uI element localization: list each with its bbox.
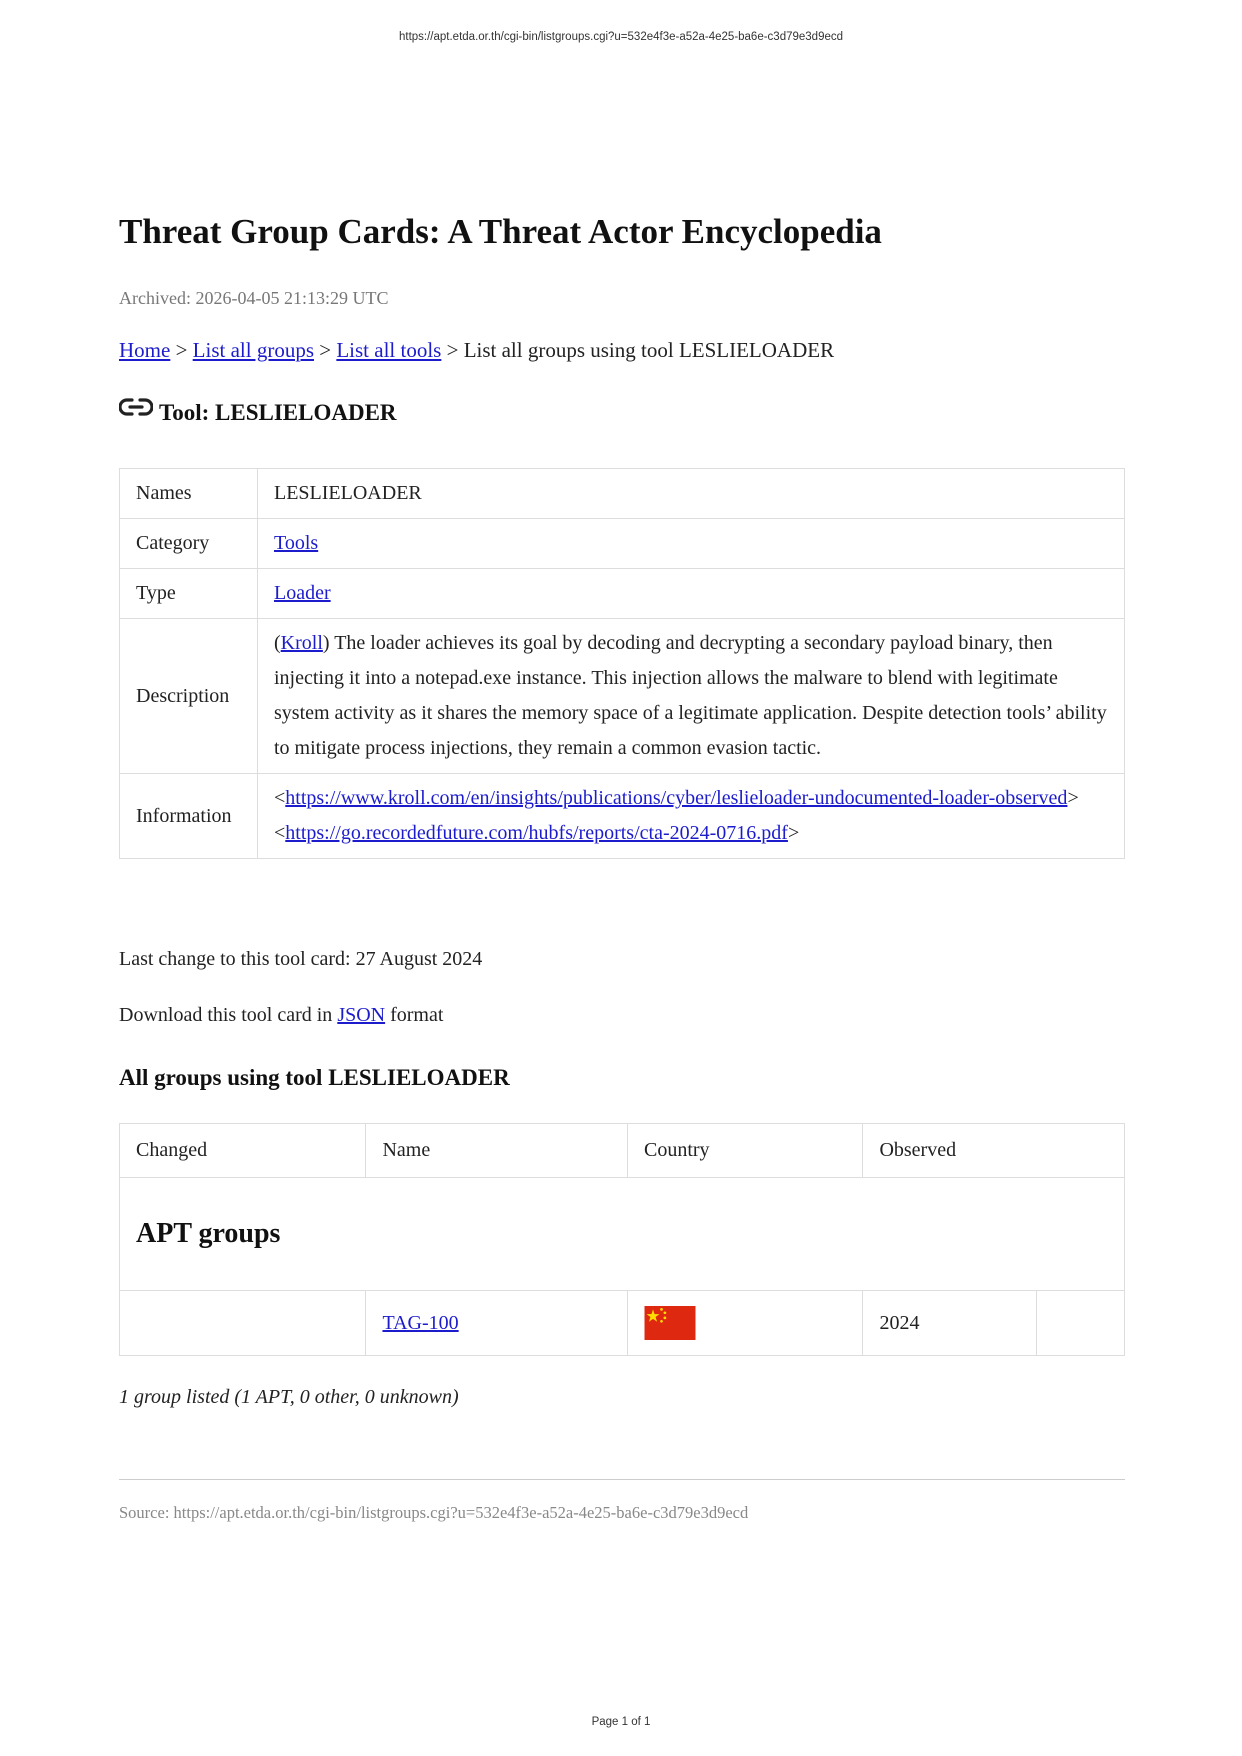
info-link-recordedfuture[interactable]: https://go.recordedfuture.com/hubfs/reports/cta-2024-0716.pdf — [285, 822, 788, 844]
groups-heading: All groups using tool LESLIELOADER — [119, 1065, 510, 1090]
tool-heading — [119, 400, 397, 426]
type-link[interactable]: Loader — [274, 582, 331, 604]
download-suffix: format — [385, 1004, 444, 1026]
archived-timestamp: Archived: 2026-04-05 21:13:29 UTC — [119, 288, 389, 308]
breadcrumb-separator: > — [319, 338, 332, 362]
breadcrumb-list-tools-link[interactable]: List all tools — [336, 338, 442, 362]
description-open-paren: ( — [274, 632, 281, 654]
description-label: Description — [120, 619, 258, 774]
tool-category-row — [120, 519, 1125, 569]
page-number: Page 1 of 1 — [591, 1716, 651, 1728]
angle-open: < — [274, 787, 286, 809]
category-label: Category — [120, 519, 258, 569]
column-header-changed: Changed — [120, 1124, 366, 1178]
group-name-cell — [366, 1291, 628, 1356]
group-name-link[interactable]: TAG-100 — [382, 1311, 459, 1334]
groups-header-row — [120, 1124, 1125, 1178]
download-line — [119, 1004, 443, 1027]
info-link-kroll[interactable]: https://www.kroll.com/en/insights/publications/cyber/leslieloader-undocumented-loader-observed — [285, 787, 1068, 809]
divider — [119, 1479, 1125, 1480]
tool-card-table — [119, 468, 1125, 859]
page-title: Threat Group Cards: A Threat Actor Encyclopedia — [119, 212, 882, 251]
information-cell — [258, 774, 1125, 859]
last-change-text: Last change to this tool card: 27 August 2024 — [119, 948, 483, 970]
breadcrumb-current: List all groups using tool LESLIELOADER — [463, 338, 835, 362]
source-url: Source: https://apt.etda.or.th/cgi-bin/listgroups.cgi?u=532e4f3e-a52a-4e25-ba6e-c3d79e3d9ecd — [119, 1503, 749, 1522]
breadcrumb-separator: > — [175, 338, 188, 362]
names-label: Names — [120, 469, 258, 519]
breadcrumb — [119, 338, 834, 363]
download-prefix: Download this tool card in — [119, 1004, 338, 1026]
information-label: Information — [120, 774, 258, 859]
tool-heading-text: Tool: LESLIELOADER — [159, 400, 397, 425]
description-cell — [258, 619, 1125, 774]
apt-section-row — [120, 1178, 1125, 1291]
group-extra-cell — [1036, 1291, 1124, 1356]
angle-close: > — [1067, 787, 1079, 809]
category-link[interactable]: Tools — [274, 532, 319, 554]
column-header-name: Name — [366, 1124, 628, 1178]
description-source-link[interactable]: Kroll — [280, 632, 323, 654]
column-header-country: Country — [628, 1124, 863, 1178]
groups-table — [119, 1123, 1125, 1356]
table-row — [120, 1291, 1125, 1356]
description-text: ) The loader achieves its goal by decoding and decrypting a secondary payload binary, then injecting it into a notepad.exe instance. This injection allows the malware to blend with legitimate system activity as it shares the memory space of a legitimate application. Despite detection tools’ ability to mitigate process injections, they remain a common evasion tactic. — [274, 632, 1107, 759]
type-label: Type — [120, 569, 258, 619]
apt-section-cell — [120, 1178, 1125, 1291]
print-header-url: https://apt.etda.or.th/cgi-bin/listgroups.cgi?u=532e4f3e-a52a-4e25-ba6e-c3d79e3d9ecd — [398, 31, 844, 43]
group-observed-cell: 2024 — [863, 1291, 1036, 1356]
group-changed-cell — [120, 1291, 366, 1356]
type-cell — [258, 569, 1125, 619]
tool-information-row — [120, 774, 1125, 859]
tool-names-row — [120, 469, 1125, 519]
apt-section-title: APT groups — [136, 1218, 281, 1249]
names-value: LESLIELOADER — [258, 469, 1125, 519]
group-country-cell — [628, 1291, 863, 1356]
group-count-summary: 1 group listed (1 APT, 0 other, 0 unknown) — [119, 1386, 459, 1408]
china-flag-icon — [644, 1306, 696, 1340]
category-cell — [258, 519, 1125, 569]
tool-description-row — [120, 619, 1125, 774]
breadcrumb-home-link[interactable]: Home — [119, 338, 171, 362]
breadcrumb-separator: > — [446, 338, 459, 362]
angle-close: > — [787, 822, 800, 844]
tool-type-row — [120, 569, 1125, 619]
breadcrumb-list-groups-link[interactable]: List all groups — [192, 338, 314, 362]
angle-open: < — [274, 822, 286, 844]
link-icon — [119, 394, 153, 426]
json-download-link[interactable]: JSON — [337, 1004, 386, 1026]
column-header-observed: Observed — [863, 1124, 1125, 1178]
